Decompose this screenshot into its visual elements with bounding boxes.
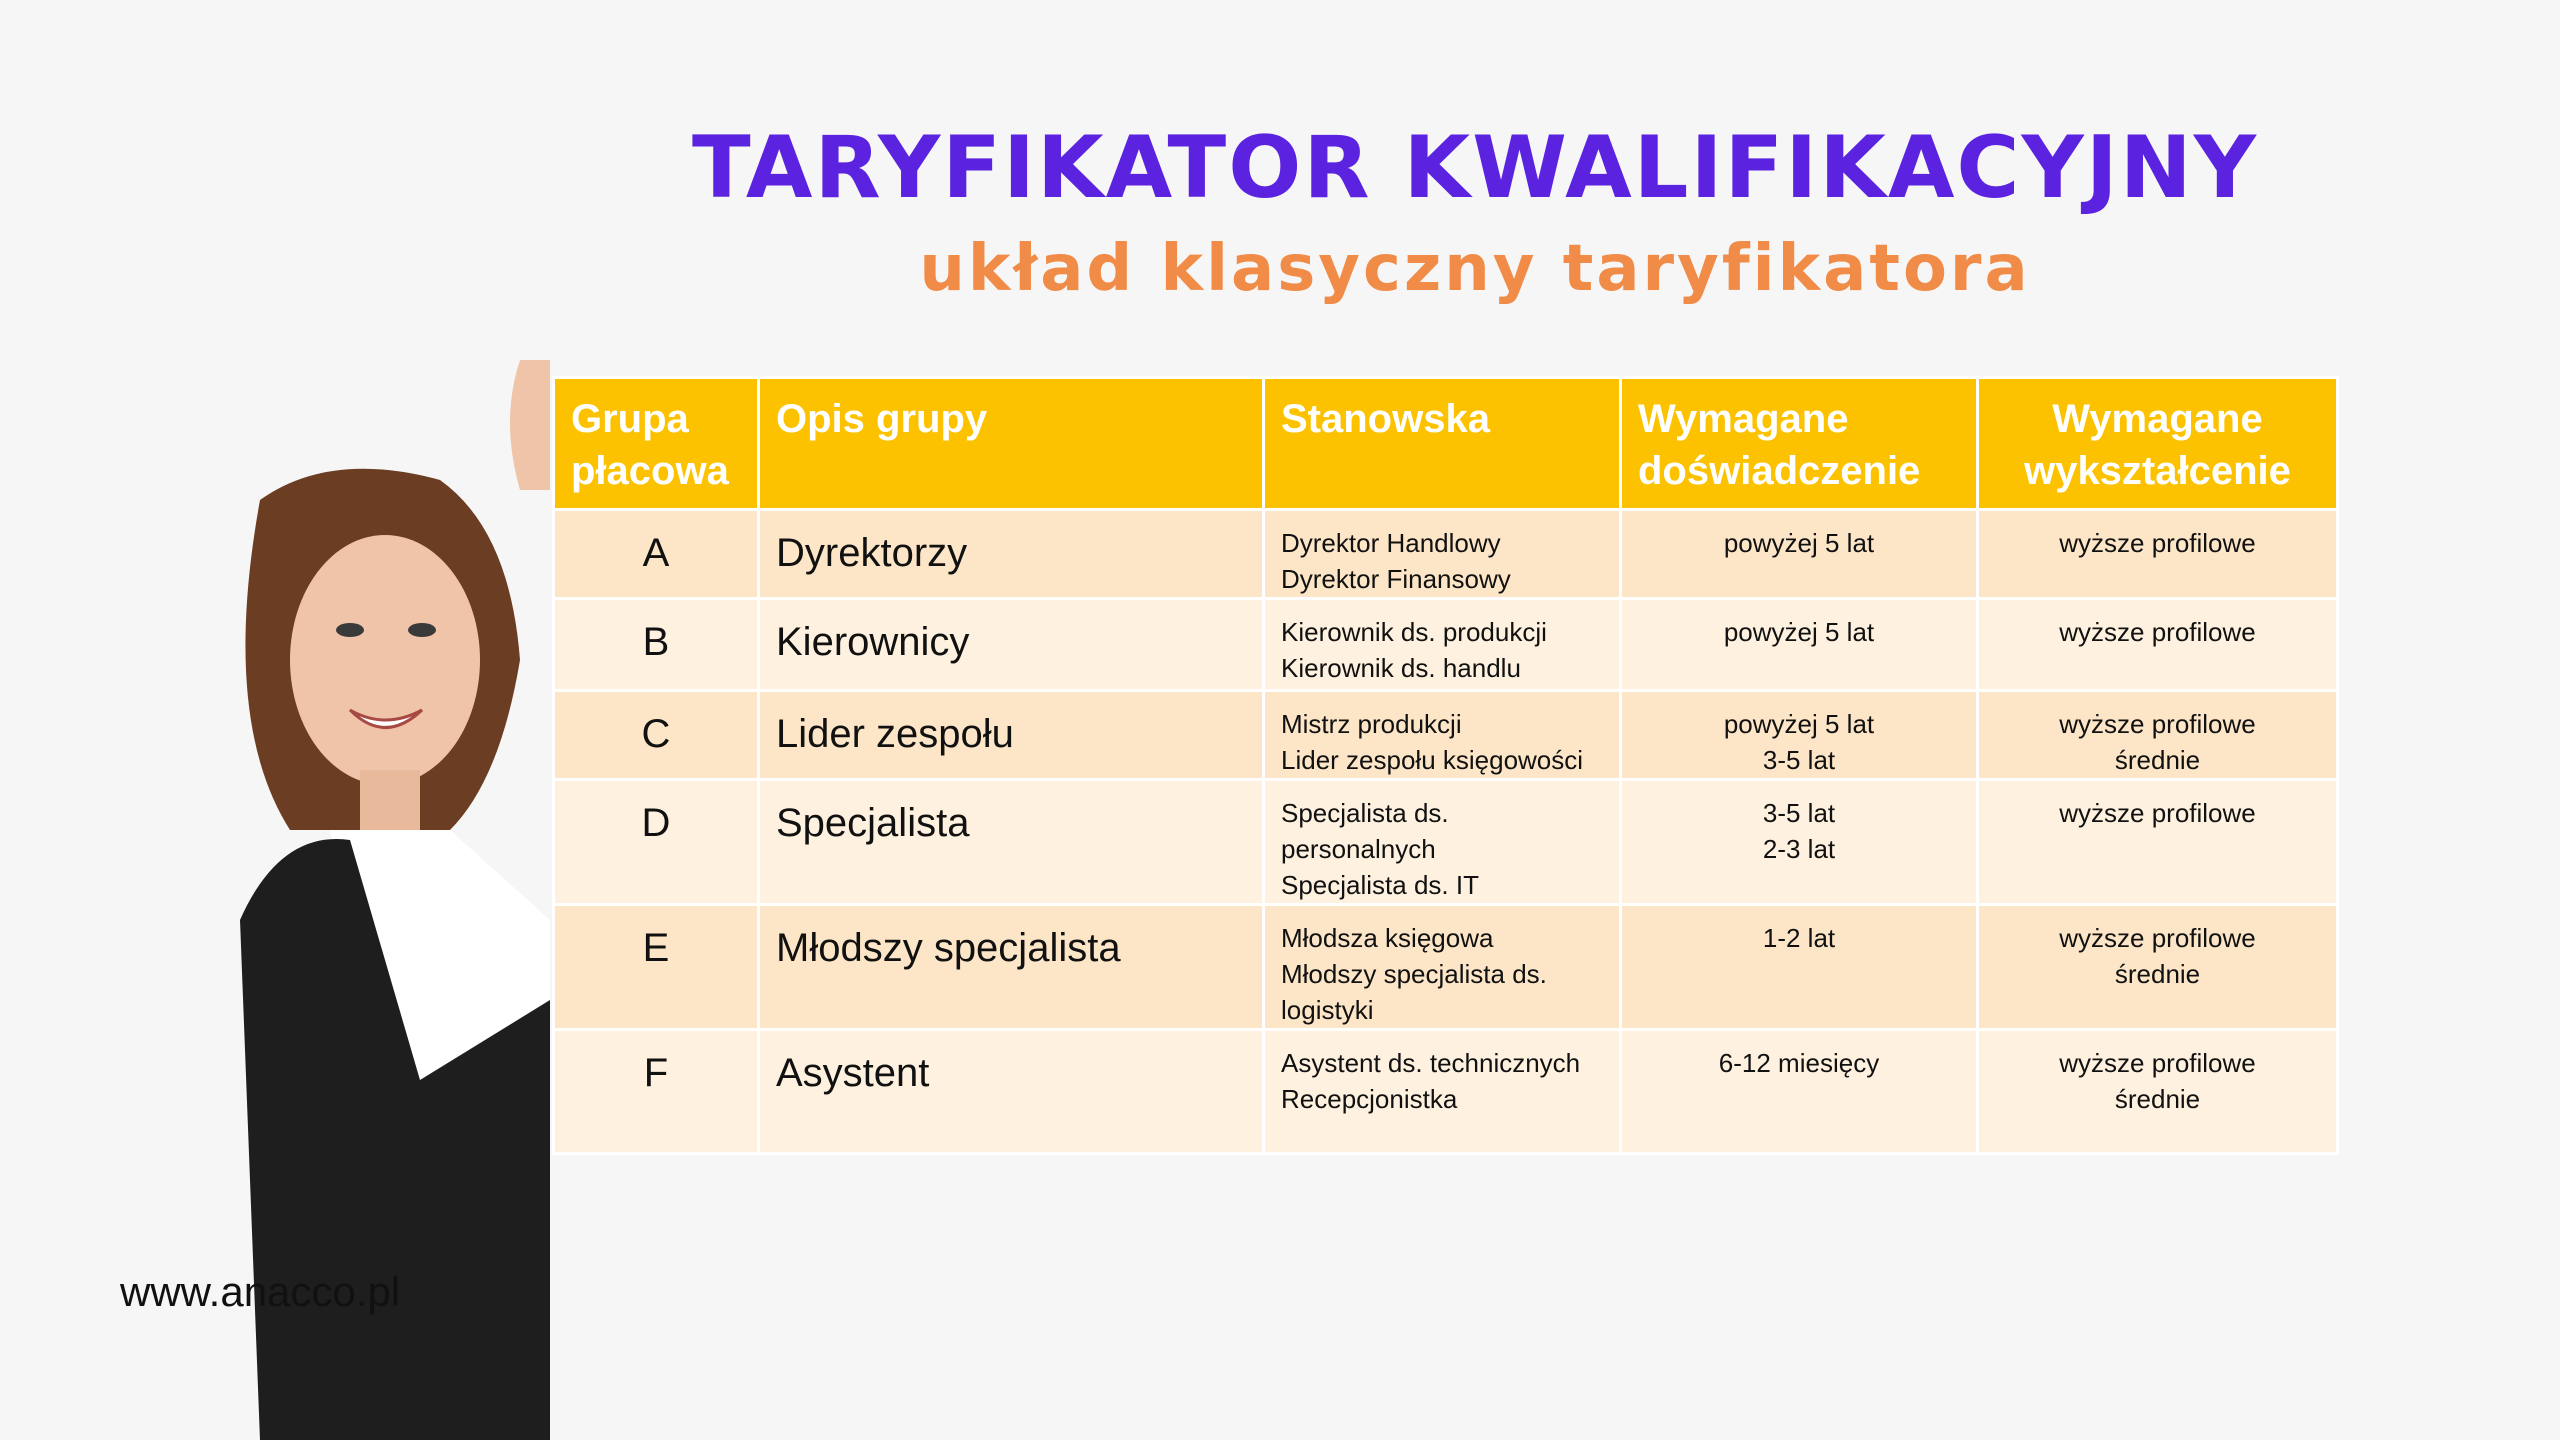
cell-opis: Młodszy specjalista — [759, 905, 1264, 1030]
cell-stanowiska-line: Specjalista ds. IT — [1281, 870, 1479, 900]
column-header-wyksztalcenie: Wymagane wykształcenie — [1978, 378, 2338, 510]
cell-doswiadczenie — [1621, 599, 1978, 691]
cell-grupa: C — [554, 691, 759, 780]
cell-stanowiska-line: logistyki — [1281, 995, 1374, 1025]
column-header-grupa: Grupa płacowa — [554, 378, 759, 510]
cell-wyksztalcenie-line: średnie — [2114, 959, 2201, 989]
cell-grupa: E — [554, 905, 759, 1030]
cell-stanowiska-line: Asystent ds. technicznych — [1281, 1048, 1581, 1078]
tariff-table — [552, 376, 2339, 1155]
cell-doswiadczenie-line: powyżej 5 lat — [1723, 709, 1875, 739]
cell-wyksztalcenie — [1978, 780, 2338, 905]
cell-grupa: D — [554, 780, 759, 905]
cell-doswiadczenie — [1621, 691, 1978, 780]
column-header-stanowiska: Stanowska — [1264, 378, 1621, 510]
website-url[interactable]: www.anacco.pl — [120, 1268, 401, 1315]
cell-wyksztalcenie-line: wyższe profilowe — [2059, 1048, 2256, 1078]
cell-stanowiska-line: Dyrektor Handlowy — [1281, 528, 1501, 558]
cell-wyksztalcenie-line: średnie — [2114, 1084, 2201, 1114]
page-subtitle: układ klasyczny taryfikatora — [919, 232, 2031, 306]
cell-wyksztalcenie-line: wyższe profilowe — [2059, 617, 2256, 647]
cell-wyksztalcenie — [1978, 905, 2338, 1030]
cell-opis: Specjalista — [759, 780, 1264, 905]
cell-stanowiska-line: Mistrz produkcji — [1281, 709, 1462, 739]
cell-opis: Kierownicy — [759, 599, 1264, 691]
cell-stanowiska — [1264, 1030, 1621, 1154]
cell-wyksztalcenie — [1978, 599, 2338, 691]
cell-opis: Asystent — [759, 1030, 1264, 1154]
table-row — [554, 1030, 2338, 1154]
cell-stanowiska-line: Młodsza księgowa — [1281, 923, 1494, 953]
cell-opis: Lider zespołu — [759, 691, 1264, 780]
cell-stanowiska — [1264, 905, 1621, 1030]
cell-stanowiska-line: Kierownik ds. produkcji — [1281, 617, 1547, 647]
table-row — [554, 599, 2338, 691]
cell-stanowiska-line: Młodszy specjalista ds. — [1281, 959, 1547, 989]
table-row — [554, 905, 2338, 1030]
cell-stanowiska-line: Specjalista ds. — [1281, 798, 1449, 828]
cell-stanowiska-line: personalnych — [1281, 834, 1436, 864]
cell-doswiadczenie-line: 3-5 lat — [1762, 745, 1836, 775]
table-row — [554, 510, 2338, 599]
cell-doswiadczenie-line: powyżej 5 lat — [1723, 617, 1875, 647]
cell-stanowiska-line: Kierownik ds. handlu — [1281, 653, 1521, 683]
table-row — [554, 691, 2338, 780]
cell-wyksztalcenie-line: średnie — [2114, 745, 2201, 775]
cell-opis: Dyrektorzy — [759, 510, 1264, 599]
cell-doswiadczenie-line: 2-3 lat — [1762, 834, 1836, 864]
cell-stanowiska — [1264, 599, 1621, 691]
cell-doswiadczenie-line: 1-2 lat — [1762, 923, 1836, 953]
cell-wyksztalcenie-line: wyższe profilowe — [2059, 923, 2256, 953]
cell-wyksztalcenie-line: wyższe profilowe — [2059, 709, 2256, 739]
cell-doswiadczenie-line: 6-12 miesięcy — [1718, 1048, 1880, 1078]
page-title: TARYFIKATOR KWALIFIKACYJNY — [691, 118, 2259, 218]
table-row — [554, 780, 2338, 905]
cell-grupa: F — [554, 1030, 759, 1154]
cell-stanowiska — [1264, 691, 1621, 780]
cell-stanowiska-line: Lider zespołu księgowości — [1281, 745, 1584, 775]
cell-wyksztalcenie — [1978, 510, 2338, 599]
cell-stanowiska — [1264, 510, 1621, 599]
cell-stanowiska-line: Recepcjonistka — [1281, 1084, 1458, 1114]
cell-wyksztalcenie — [1978, 691, 2338, 780]
tariff-table-container — [552, 376, 2336, 1155]
cell-stanowiska — [1264, 780, 1621, 905]
table-header-row — [554, 378, 2338, 510]
cell-doswiadczenie — [1621, 510, 1978, 599]
column-header-doswiadczenie: Wymagane doświadczenie — [1621, 378, 1978, 510]
cell-wyksztalcenie-line: wyższe profilowe — [2059, 528, 2256, 558]
cell-wyksztalcenie-line: wyższe profilowe — [2059, 798, 2256, 828]
column-header-opis: Opis grupy — [759, 378, 1264, 510]
cell-doswiadczenie — [1621, 905, 1978, 1030]
cell-wyksztalcenie — [1978, 1030, 2338, 1154]
cell-grupa: A — [554, 510, 759, 599]
table-body — [554, 510, 2338, 1154]
cell-doswiadczenie — [1621, 1030, 1978, 1154]
cell-doswiadczenie — [1621, 780, 1978, 905]
cell-doswiadczenie-line: powyżej 5 lat — [1723, 528, 1875, 558]
cell-grupa: B — [554, 599, 759, 691]
cell-doswiadczenie-line: 3-5 lat — [1762, 798, 1836, 828]
cell-stanowiska-line: Dyrektor Finansowy — [1281, 564, 1511, 594]
